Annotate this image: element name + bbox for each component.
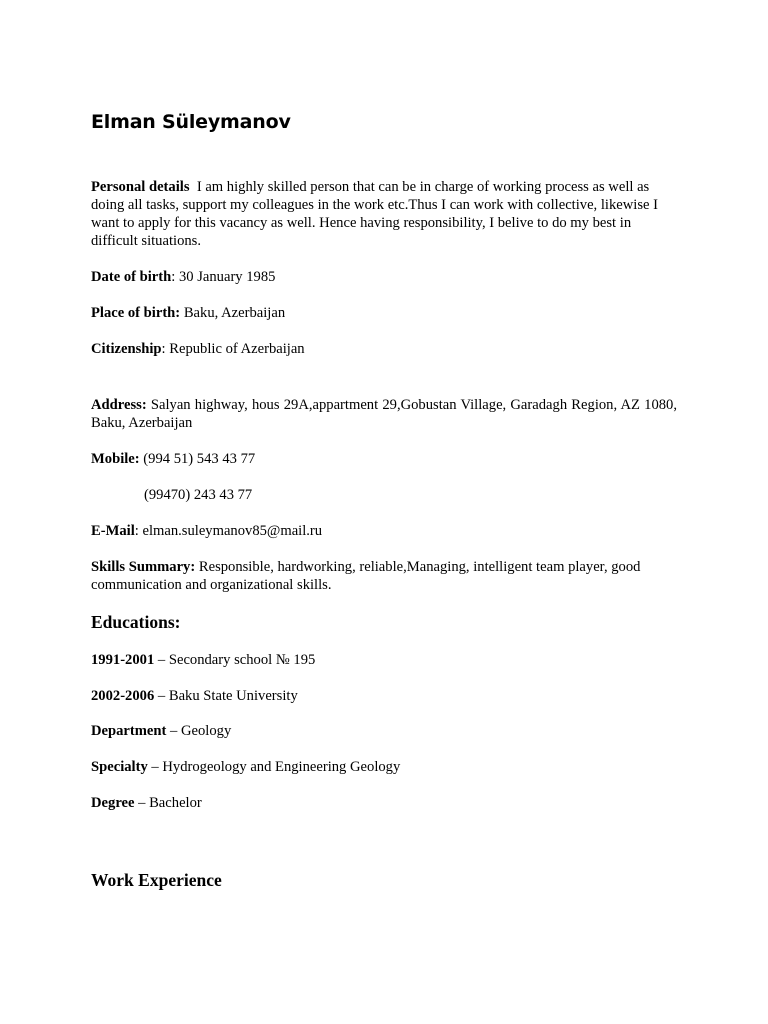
education-item-label: Department <box>91 723 167 739</box>
date-of-birth-label: Date of birth <box>91 269 172 285</box>
place-of-birth-label: Place of birth: <box>91 305 181 321</box>
email-label: E-Mail <box>91 523 135 539</box>
date-of-birth-value: : 30 January 1985 <box>171 269 276 285</box>
mobile-value-2: (99470) 243 43 77 <box>144 487 253 503</box>
mobile <box>91 450 677 468</box>
skills-summary <box>91 558 677 594</box>
education-item-value: – Secondary school № 195 <box>154 652 316 668</box>
education-item-value: – Bachelor <box>134 795 202 811</box>
citizenship <box>91 340 677 358</box>
address <box>91 396 677 432</box>
education-item <box>91 722 677 740</box>
mobile-second <box>91 486 730 504</box>
education-item-label: 2002-2006 <box>91 688 155 704</box>
address-value: Salyan highway, hous 29A,appartment 29,Gobustan Village, Garadagh Region, AZ 1080, Baku, Azerbaijan <box>91 397 677 431</box>
education-item-value: – Baku State University <box>154 688 298 704</box>
education-item <box>91 687 677 705</box>
address-label: Address: <box>91 397 147 413</box>
citizenship-value: : Republic of Azerbaijan <box>161 341 305 357</box>
email-value: : elman.suleymanov85@mail.ru <box>134 523 323 539</box>
skills-summary-value: Responsible, hardworking, reliable,Managing, intelligent team player, good communication and organizational skills. <box>91 559 641 593</box>
email <box>91 522 677 540</box>
education-item-label: 1991-2001 <box>91 652 155 668</box>
educations-heading: Educations: <box>91 612 181 632</box>
mobile-label: Mobile: <box>91 451 140 467</box>
education-item <box>91 794 677 812</box>
citizenship-label: Citizenship <box>91 341 162 357</box>
education-item-label: Degree <box>91 795 135 811</box>
personal-details-text: I am highly skilled person that can be in charge of working process as well as doing all tasks, support my colleagues in the work etc.Thus I can work with collective, likewise I want to apply for this vacancy as well. Hence having responsibility, I belive to do my best in difficult situations. <box>91 179 658 249</box>
work-experience-heading: Work Experience <box>91 870 222 890</box>
education-item-label: Specialty <box>91 759 148 775</box>
date-of-birth <box>91 268 677 286</box>
resume-name: Elman Süleymanov <box>91 111 291 133</box>
education-item <box>91 651 677 669</box>
education-item-value: – Hydrogeology and Engineering Geology <box>147 759 401 775</box>
education-item-value: – Geology <box>166 723 232 739</box>
education-item <box>91 758 677 776</box>
personal-details <box>91 178 677 250</box>
mobile-value-1: (994 51) 543 43 77 <box>139 451 256 467</box>
personal-details-label: Personal details <box>91 179 190 195</box>
place-of-birth-value: Baku, Azerbaijan <box>180 305 286 321</box>
place-of-birth <box>91 304 677 322</box>
skills-summary-label: Skills Summary: <box>91 559 196 575</box>
